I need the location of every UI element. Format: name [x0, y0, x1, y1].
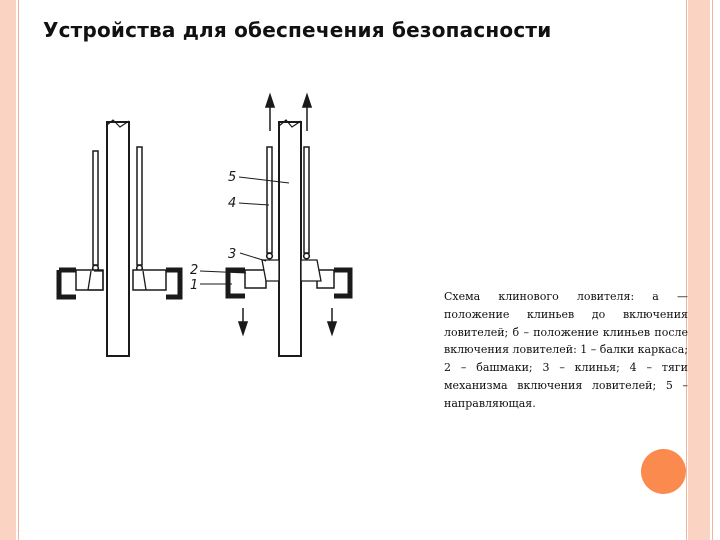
rod-right-a: [137, 147, 142, 265]
arrow-down-left-icon: [239, 322, 247, 334]
shoe-left-b: [245, 270, 266, 288]
diagram-a-before: [59, 120, 180, 356]
leader-4: [239, 203, 269, 205]
right-frame-line-outer: [712, 0, 713, 540]
rod-left-a: [93, 151, 98, 265]
frame-beam-left-a: [59, 270, 76, 297]
arrow-up-right-icon: [303, 95, 311, 107]
decorative-orange-circle: [641, 449, 686, 494]
rod-pin-left-b: [267, 253, 273, 259]
leader-3: [240, 253, 266, 261]
frame-beam-left-b: [228, 270, 245, 296]
callout-1: 1: [190, 278, 199, 293]
left-frame-strip: [0, 0, 16, 540]
left-frame-line: [18, 0, 19, 540]
callout-3: 3: [228, 247, 237, 262]
right-frame-strip: [688, 0, 710, 540]
callout-4: 4: [228, 196, 237, 211]
shoe-right-a: [133, 270, 166, 290]
diagram-caption: Схема клинового ловителя: а — положение клиньев до включения ловителей; б – положение клиньев после включения ловителей: 1 – балки каркаса; 2 – башмаки; 3 – клинья; 4 – тяги механизма включения ловителей; 5 – направляющая.: [444, 290, 688, 410]
guide-rail-a: [107, 122, 129, 356]
callout-2: 2: [190, 263, 199, 278]
guide-rail-b: [279, 122, 301, 356]
arrow-up-left-icon: [266, 95, 274, 107]
diagram-b-after: [228, 95, 350, 356]
rod-left-b: [267, 147, 272, 253]
callout-5: 5: [228, 170, 237, 185]
right-frame-line-inner: [686, 0, 687, 540]
rod-right-b: [304, 147, 309, 253]
frame-beam-right-b: [334, 270, 350, 296]
wedge-right-b: [301, 260, 321, 281]
slide-title: Устройства для обеспечения безопасности: [43, 18, 552, 42]
wedge-catcher-diagram: [40, 85, 370, 370]
arrow-down-right-icon: [328, 322, 336, 334]
rod-pin-right-b: [304, 253, 310, 259]
frame-beam-right-a: [166, 270, 180, 297]
